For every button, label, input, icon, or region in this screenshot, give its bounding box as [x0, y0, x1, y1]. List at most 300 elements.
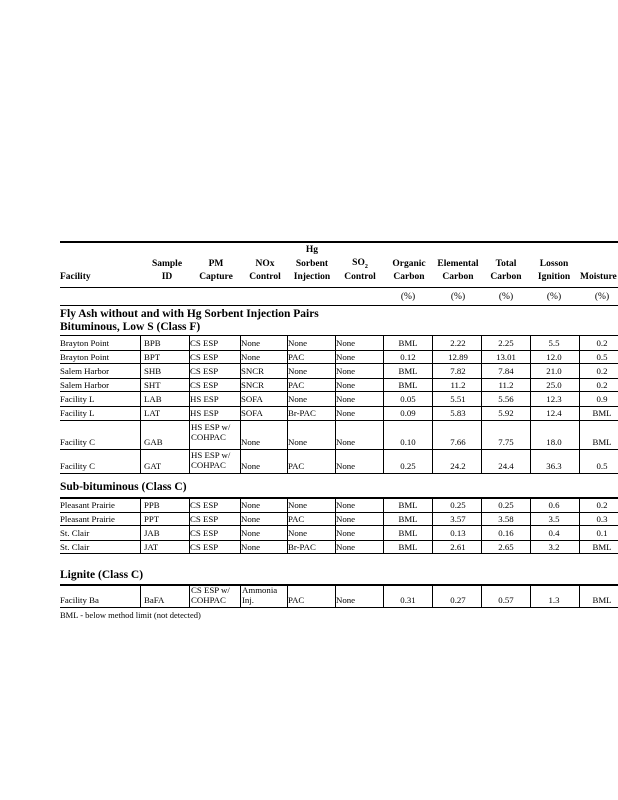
- col-sep-s0-r5-2: [240, 406, 241, 420]
- cell-s1-r3-c0: St. Clair: [60, 542, 90, 552]
- cell-s0-r7-c0: Facility C: [60, 461, 95, 471]
- cell-s0-r0-c0: Brayton Point: [60, 338, 110, 348]
- col-sep-s1-r0-3: [287, 498, 288, 512]
- row-rule-s0-r0: [60, 350, 618, 351]
- col-sep-s0-r6-1: [189, 421, 190, 449]
- col-sep-s0-r3-5: [383, 378, 384, 391]
- cell-s2-r0-c3: Ammonia Inj.: [242, 585, 278, 605]
- col-sep-s0-r0-4: [335, 336, 336, 350]
- col-sep-s0-r5-0: [140, 406, 141, 420]
- cell-s1-r2-c8: 0.16: [498, 528, 514, 538]
- header-so-line1: [337, 259, 383, 270]
- cell-s0-r1-c0: Brayton Point: [60, 352, 110, 362]
- row-rule-s1-r3: [60, 553, 618, 554]
- col-sep-s0-r3-1: [189, 378, 190, 391]
- cell-s1-r1-c6: BML: [398, 514, 418, 524]
- row-rule-s1-r2: [60, 540, 618, 541]
- cell-s2-r0-c9: 1.3: [548, 595, 560, 605]
- col-sep-s0-r4-5: [383, 392, 384, 406]
- col-sep-s1-r2-7: [481, 526, 482, 540]
- col-sep-s1-r0-4: [335, 498, 336, 512]
- cell-s2-r0-c5: None: [336, 595, 356, 605]
- row-rule-s0-r7: [60, 473, 618, 474]
- col-sep-s1-r3-0: [140, 540, 141, 553]
- cell-s0-r1-c5: None: [336, 352, 356, 362]
- header-sample-line1: Sample: [151, 259, 183, 269]
- col-sep-s1-r1-0: [140, 512, 141, 525]
- section-label-2: Lignite (Class C): [60, 569, 144, 581]
- cell-s1-r3-c4: Br-PAC: [288, 542, 316, 552]
- cell-s1-r1-c3: None: [241, 514, 261, 524]
- cell-s0-r5-c3: SOFA: [241, 408, 263, 418]
- cell-s0-r4-c10: 0.9: [596, 394, 608, 404]
- col-sep-s0-r5-3: [287, 406, 288, 420]
- cell-s0-r0-c9: 5.5: [548, 338, 560, 348]
- col-sep-s0-r4-9: [579, 392, 580, 406]
- cell-s0-r4-c1: LAB: [144, 394, 162, 404]
- cell-s0-r4-c3: SOFA: [241, 394, 263, 404]
- cell-s1-r1-c7: 3.57: [450, 514, 466, 524]
- col-sep-s0-r2-1: [189, 364, 190, 378]
- col-sep-s0-r2-3: [287, 364, 288, 378]
- unit-percent-3: (%): [546, 292, 562, 302]
- cell-s0-r3-c3: SNCR: [241, 380, 264, 390]
- unit-percent-1: (%): [450, 292, 466, 302]
- row-rule-s1-r1: [60, 525, 618, 526]
- col-sep-s0-r4-0: [140, 392, 141, 406]
- col-sep-s0-r5-8: [530, 406, 531, 420]
- header-so-line2: Control: [344, 272, 376, 282]
- cell-s0-r7-c6: 0.25: [400, 461, 416, 471]
- col-sep-s2-r0-3: [287, 584, 288, 607]
- cell-s1-r0-c0: Pleasant Prairie: [60, 500, 115, 510]
- table-title: Fly Ash without and with Hg Sorbent Injection Pairs: [60, 308, 319, 320]
- header-so-subscript: 2: [364, 263, 368, 270]
- row-rule-s0-r3: [60, 391, 618, 392]
- cell-s1-r0-c3: None: [241, 500, 261, 510]
- cell-s1-r0-c7: 0.25: [450, 500, 466, 510]
- col-sep-s0-r0-0: [140, 336, 141, 350]
- col-sep-s1-r0-0: [140, 498, 141, 512]
- col-sep-s1-r0-8: [530, 498, 531, 512]
- cell-s1-r1-c5: None: [336, 514, 356, 524]
- header-elemental-line2: Carbon: [442, 272, 474, 282]
- header-so-text: SO: [352, 258, 365, 268]
- cell-s0-r7-c7: 24.2: [450, 461, 466, 471]
- header-loi-line1: Losson: [539, 259, 569, 269]
- cell-s0-r7-c5: None: [336, 461, 356, 471]
- col-sep-s0-r1-8: [530, 350, 531, 363]
- col-sep-s0-r0-7: [481, 336, 482, 350]
- col-sep-s1-r2-6: [432, 526, 433, 540]
- cell-s0-r2-c6: BML: [398, 366, 418, 376]
- footnote: BML - below method limit (not detected): [60, 610, 201, 620]
- cell-s0-r3-c6: BML: [398, 380, 418, 390]
- col-sep-s2-r0-1: [189, 584, 190, 607]
- col-sep-s1-r2-4: [335, 526, 336, 540]
- col-sep-s0-r6-7: [481, 421, 482, 449]
- col-sep-s0-r7-5: [383, 449, 384, 473]
- cell-s0-r1-c1: BPT: [144, 352, 161, 362]
- header-total-line1: Total: [495, 259, 517, 269]
- col-sep-s1-r1-8: [530, 512, 531, 525]
- cell-s1-r3-c9: 3.2: [548, 542, 560, 552]
- cell-s1-r3-c5: None: [336, 542, 356, 552]
- cell-s0-r4-c2: HS ESP: [190, 394, 219, 404]
- col-sep-s1-r1-2: [240, 512, 241, 525]
- cell-s0-r1-c3: None: [241, 352, 261, 362]
- col-sep-s0-r1-3: [287, 350, 288, 363]
- header-sample-line2: ID: [161, 272, 173, 282]
- col-sep-s0-r7-8: [530, 449, 531, 473]
- cell-s0-r6-c8: 7.75: [498, 437, 514, 447]
- col-sep-s1-r2-1: [189, 526, 190, 540]
- cell-s0-r6-c1: GAB: [144, 437, 163, 447]
- header-organic-line2: Carbon: [393, 272, 425, 282]
- row-rule-s0-r2: [60, 378, 618, 379]
- col-sep-s1-r2-9: [579, 526, 580, 540]
- cell-s1-r2-c4: None: [288, 528, 308, 538]
- cell-s1-r2-c0: St. Clair: [60, 528, 90, 538]
- section-rule-1: [60, 497, 618, 499]
- col-sep-s0-r7-9: [579, 449, 580, 473]
- cell-s1-r0-c6: BML: [398, 500, 418, 510]
- cell-s0-r0-c2: CS ESP: [190, 338, 219, 348]
- col-sep-s0-r5-7: [481, 406, 482, 420]
- cell-s0-r1-c6: 0.12: [400, 352, 416, 362]
- cell-s1-r3-c2: CS ESP: [190, 542, 219, 552]
- header-loi-line2: Ignition: [537, 272, 571, 282]
- col-sep-s0-r7-2: [240, 449, 241, 473]
- cell-s0-r0-c6: BML: [398, 338, 418, 348]
- cell-s0-r7-c4: PAC: [288, 461, 305, 471]
- cell-s1-r2-c1: JAB: [144, 528, 160, 538]
- cell-s0-r3-c2: CS ESP: [190, 380, 219, 390]
- cell-s1-r2-c9: 0.4: [548, 528, 560, 538]
- col-sep-s0-r1-0: [140, 350, 141, 363]
- cell-s1-r1-c2: CS ESP: [190, 514, 219, 524]
- cell-s1-r1-c9: 3.5: [548, 514, 560, 524]
- col-sep-s0-r2-5: [383, 364, 384, 378]
- col-sep-s1-r0-5: [383, 498, 384, 512]
- col-sep-s0-r1-7: [481, 350, 482, 363]
- cell-s2-r0-c0: Facility Ba: [60, 595, 99, 605]
- col-sep-s0-r2-6: [432, 364, 433, 378]
- cell-s2-r0-c7: 0.27: [450, 595, 466, 605]
- col-sep-s0-r6-6: [432, 421, 433, 449]
- cell-s1-r0-c9: 0.6: [548, 500, 560, 510]
- col-sep-s0-r6-0: [140, 421, 141, 449]
- col-sep-s0-r6-3: [287, 421, 288, 449]
- cell-s0-r5-c6: 0.09: [400, 408, 416, 418]
- cell-s0-r4-c9: 12.3: [546, 394, 562, 404]
- section-label-0: Bituminous, Low S (Class F): [60, 321, 201, 333]
- row-rule-s2-r0: [60, 607, 618, 608]
- col-sep-s0-r4-3: [287, 392, 288, 406]
- cell-s1-r1-c8: 3.58: [498, 514, 514, 524]
- cell-s0-r4-c6: 0.05: [400, 394, 416, 404]
- row-rule-s0-r6: [60, 449, 618, 450]
- col-sep-s0-r0-2: [240, 336, 241, 350]
- cell-s0-r1-c4: PAC: [288, 352, 305, 362]
- col-sep-s2-r0-7: [481, 584, 482, 607]
- cell-s0-r2-c4: None: [288, 366, 308, 376]
- header-organic-line1: Organic: [392, 259, 426, 269]
- col-sep-s1-r1-3: [287, 512, 288, 525]
- col-sep-s0-r2-7: [481, 364, 482, 378]
- col-sep-s2-r0-5: [383, 584, 384, 607]
- cell-s0-r6-c0: Facility C: [60, 437, 95, 447]
- cell-s1-r1-c0: Pleasant Prairie: [60, 514, 115, 524]
- cell-s0-r4-c5: None: [336, 394, 356, 404]
- header-hg-line1: Hg: [305, 245, 319, 255]
- cell-s0-r7-c9: 36.3: [546, 461, 562, 471]
- cell-s0-r6-c4: None: [288, 437, 308, 447]
- cell-s1-r3-c8: 2.65: [498, 542, 514, 552]
- col-sep-s0-r0-9: [579, 336, 580, 350]
- cell-s1-r2-c6: BML: [398, 528, 418, 538]
- col-sep-s0-r1-9: [579, 350, 580, 363]
- col-sep-s0-r5-5: [383, 406, 384, 420]
- col-sep-s2-r0-2: [240, 584, 241, 607]
- cell-s0-r7-c3: None: [241, 461, 261, 471]
- col-sep-s0-r2-2: [240, 364, 241, 378]
- col-sep-s1-r0-2: [240, 498, 241, 512]
- header-facility: Facility: [60, 272, 91, 282]
- cell-s0-r7-c2: HS ESP w/ COHPAC: [191, 450, 231, 470]
- header-bottom-rule: [60, 287, 618, 288]
- col-sep-s0-r6-9: [579, 421, 580, 449]
- cell-s1-r0-c5: None: [336, 500, 356, 510]
- cell-s1-r2-c3: None: [241, 528, 261, 538]
- cell-s1-r0-c1: PPB: [144, 500, 160, 510]
- cell-s0-r0-c8: 2.25: [498, 338, 514, 348]
- cell-s0-r2-c7: 7.82: [450, 366, 466, 376]
- col-sep-s0-r0-6: [432, 336, 433, 350]
- col-sep-s1-r3-6: [432, 540, 433, 553]
- cell-s0-r1-c9: 12.0: [546, 352, 562, 362]
- cell-s0-r6-c10: BML: [592, 437, 612, 447]
- col-sep-s1-r1-9: [579, 512, 580, 525]
- cell-s0-r5-c5: None: [336, 408, 356, 418]
- col-sep-s0-r3-0: [140, 378, 141, 391]
- row-rule-s1-r0: [60, 512, 618, 513]
- cell-s2-r0-c10: BML: [592, 595, 612, 605]
- cell-s0-r5-c4: Br-PAC: [288, 408, 316, 418]
- cell-s0-r2-c0: Salem Harbor: [60, 366, 110, 376]
- cell-s0-r3-c1: SHT: [144, 380, 161, 390]
- section-rule-0: [60, 335, 618, 336]
- unit-percent-0: (%): [400, 292, 416, 302]
- cell-s0-r5-c2: HS ESP: [190, 408, 219, 418]
- cell-s0-r5-c0: Facility L: [60, 408, 95, 418]
- cell-s2-r0-c4: PAC: [288, 595, 305, 605]
- col-sep-s0-r7-4: [335, 449, 336, 473]
- col-sep-s1-r1-6: [432, 512, 433, 525]
- col-sep-s1-r0-7: [481, 498, 482, 512]
- cell-s0-r4-c4: None: [288, 394, 308, 404]
- col-sep-s1-r0-1: [189, 498, 190, 512]
- cell-s0-r6-c6: 0.10: [400, 437, 416, 447]
- cell-s1-r0-c10: 0.2: [596, 500, 608, 510]
- col-sep-s1-r1-7: [481, 512, 482, 525]
- cell-s0-r5-c9: 12.4: [546, 408, 562, 418]
- col-sep-s2-r0-0: [140, 584, 141, 607]
- col-sep-s0-r6-2: [240, 421, 241, 449]
- col-sep-s0-r7-1: [189, 449, 190, 473]
- row-rule-s0-r5: [60, 420, 618, 421]
- cell-s0-r3-c5: None: [336, 380, 356, 390]
- cell-s1-r1-c1: PPT: [144, 514, 160, 524]
- row-rule-s0-r1: [60, 363, 618, 364]
- cell-s0-r2-c3: SNCR: [241, 366, 264, 376]
- col-sep-s0-r3-3: [287, 378, 288, 391]
- col-sep-s1-r3-3: [287, 540, 288, 553]
- cell-s0-r6-c2: HS ESP w/ COHPAC: [191, 422, 231, 442]
- cell-s0-r2-c9: 21.0: [546, 366, 562, 376]
- col-sep-s1-r1-1: [189, 512, 190, 525]
- cell-s0-r2-c2: CS ESP: [190, 366, 219, 376]
- cell-s0-r0-c4: None: [288, 338, 308, 348]
- cell-s1-r0-c2: CS ESP: [190, 500, 219, 510]
- cell-s0-r2-c1: SHB: [144, 366, 162, 376]
- col-sep-s0-r6-4: [335, 421, 336, 449]
- col-sep-s0-r2-0: [140, 364, 141, 378]
- cell-s1-r0-c8: 0.25: [498, 500, 514, 510]
- col-sep-s1-r0-9: [579, 498, 580, 512]
- col-sep-s1-r2-3: [287, 526, 288, 540]
- col-sep-s0-r1-1: [189, 350, 190, 363]
- cell-s1-r3-c10: BML: [592, 542, 612, 552]
- cell-s1-r1-c4: PAC: [288, 514, 305, 524]
- cell-s0-r5-c7: 5.83: [450, 408, 466, 418]
- cell-s0-r0-c1: BPB: [144, 338, 161, 348]
- col-sep-s0-r6-5: [383, 421, 384, 449]
- cell-s0-r0-c10: 0.2: [596, 338, 608, 348]
- header-top-rule: [60, 241, 618, 243]
- cell-s1-r3-c6: BML: [398, 542, 418, 552]
- col-sep-s0-r5-9: [579, 406, 580, 420]
- cell-s0-r6-c7: 7.66: [450, 437, 466, 447]
- cell-s1-r2-c7: 0.13: [450, 528, 466, 538]
- col-sep-s2-r0-8: [530, 584, 531, 607]
- col-sep-s0-r7-0: [140, 449, 141, 473]
- col-sep-s0-r4-4: [335, 392, 336, 406]
- col-sep-s0-r5-1: [189, 406, 190, 420]
- cell-s2-r0-c8: 0.57: [498, 595, 514, 605]
- unit-percent-4: (%): [594, 292, 610, 302]
- cell-s0-r3-c9: 25.0: [546, 380, 562, 390]
- cell-s0-r1-c2: CS ESP: [190, 352, 219, 362]
- col-sep-s0-r1-4: [335, 350, 336, 363]
- header-nox-line1: NOx: [255, 259, 275, 269]
- cell-s1-r3-c7: 2.61: [450, 542, 466, 552]
- cell-s0-r2-c8: 7.84: [498, 366, 514, 376]
- cell-s0-r7-c10: 0.5: [596, 461, 608, 471]
- cell-s1-r2-c5: None: [336, 528, 356, 538]
- col-sep-s0-r7-3: [287, 449, 288, 473]
- cell-s0-r0-c7: 2.22: [450, 338, 466, 348]
- col-sep-s0-r3-7: [481, 378, 482, 391]
- unit-percent-2: (%): [498, 292, 514, 302]
- cell-s1-r0-c4: None: [288, 500, 308, 510]
- col-sep-s0-r4-6: [432, 392, 433, 406]
- col-sep-s0-r4-8: [530, 392, 531, 406]
- col-sep-s0-r5-6: [432, 406, 433, 420]
- col-sep-s0-r2-4: [335, 364, 336, 378]
- cell-s0-r2-c10: 0.2: [596, 366, 608, 376]
- col-sep-s0-r7-6: [432, 449, 433, 473]
- cell-s0-r3-c7: 11.2: [450, 380, 466, 390]
- col-sep-s1-r3-9: [579, 540, 580, 553]
- col-sep-s0-r4-7: [481, 392, 482, 406]
- col-sep-s0-r1-2: [240, 350, 241, 363]
- cell-s0-r5-c10: BML: [592, 408, 612, 418]
- col-sep-s1-r2-5: [383, 526, 384, 540]
- cell-s1-r3-c1: JAT: [144, 542, 159, 552]
- cell-s0-r0-c3: None: [241, 338, 261, 348]
- col-sep-s0-r3-4: [335, 378, 336, 391]
- col-sep-s0-r7-7: [481, 449, 482, 473]
- cell-s0-r1-c8: 13.01: [496, 352, 516, 362]
- col-sep-s1-r3-1: [189, 540, 190, 553]
- col-sep-s1-r3-7: [481, 540, 482, 553]
- cell-s1-r1-c10: 0.3: [596, 514, 608, 524]
- cell-s2-r0-c1: BaFA: [144, 595, 165, 605]
- col-sep-s0-r3-2: [240, 378, 241, 391]
- cell-s0-r2-c5: None: [336, 366, 356, 376]
- col-sep-s0-r2-9: [579, 364, 580, 378]
- cell-s0-r0-c5: None: [336, 338, 356, 348]
- cell-s0-r3-c10: 0.2: [596, 380, 608, 390]
- header-pm-line2: Capture: [199, 272, 233, 282]
- cell-s0-r6-c3: None: [241, 437, 261, 447]
- col-sep-s2-r0-9: [579, 584, 580, 607]
- col-sep-s0-r5-4: [335, 406, 336, 420]
- header-nox-line2: Control: [249, 272, 281, 282]
- cell-s0-r1-c7: 12.89: [448, 352, 468, 362]
- cell-s0-r3-c8: 11.2: [498, 380, 514, 390]
- cell-s0-r4-c8: 5.56: [498, 394, 514, 404]
- cell-s0-r5-c1: LAT: [144, 408, 161, 418]
- col-sep-s0-r3-6: [432, 378, 433, 391]
- col-sep-s2-r0-4: [335, 584, 336, 607]
- header-total-line2: Carbon: [490, 272, 522, 282]
- cell-s2-r0-c6: 0.31: [400, 595, 416, 605]
- cell-s0-r6-c5: None: [336, 437, 356, 447]
- col-sep-s1-r1-5: [383, 512, 384, 525]
- col-sep-s1-r2-8: [530, 526, 531, 540]
- header-elemental-line1: Elemental: [437, 259, 479, 269]
- col-sep-s0-r6-8: [530, 421, 531, 449]
- header-pm-line1: PM: [208, 259, 224, 269]
- cell-s0-r3-c4: PAC: [288, 380, 305, 390]
- cell-s1-r2-c2: CS ESP: [190, 528, 219, 538]
- cell-s1-r2-c10: 0.1: [596, 528, 608, 538]
- col-sep-s0-r4-2: [240, 392, 241, 406]
- col-sep-s0-r1-6: [432, 350, 433, 363]
- col-sep-s1-r2-0: [140, 526, 141, 540]
- col-sep-s1-r3-4: [335, 540, 336, 553]
- col-sep-s0-r0-3: [287, 336, 288, 350]
- col-sep-s0-r1-5: [383, 350, 384, 363]
- col-sep-s2-r0-6: [432, 584, 433, 607]
- cell-s0-r7-c1: GAT: [144, 461, 162, 471]
- cell-s0-r6-c9: 18.0: [546, 437, 562, 447]
- col-sep-s1-r3-2: [240, 540, 241, 553]
- col-sep-s0-r3-8: [530, 378, 531, 391]
- units-bottom-rule: [60, 305, 618, 306]
